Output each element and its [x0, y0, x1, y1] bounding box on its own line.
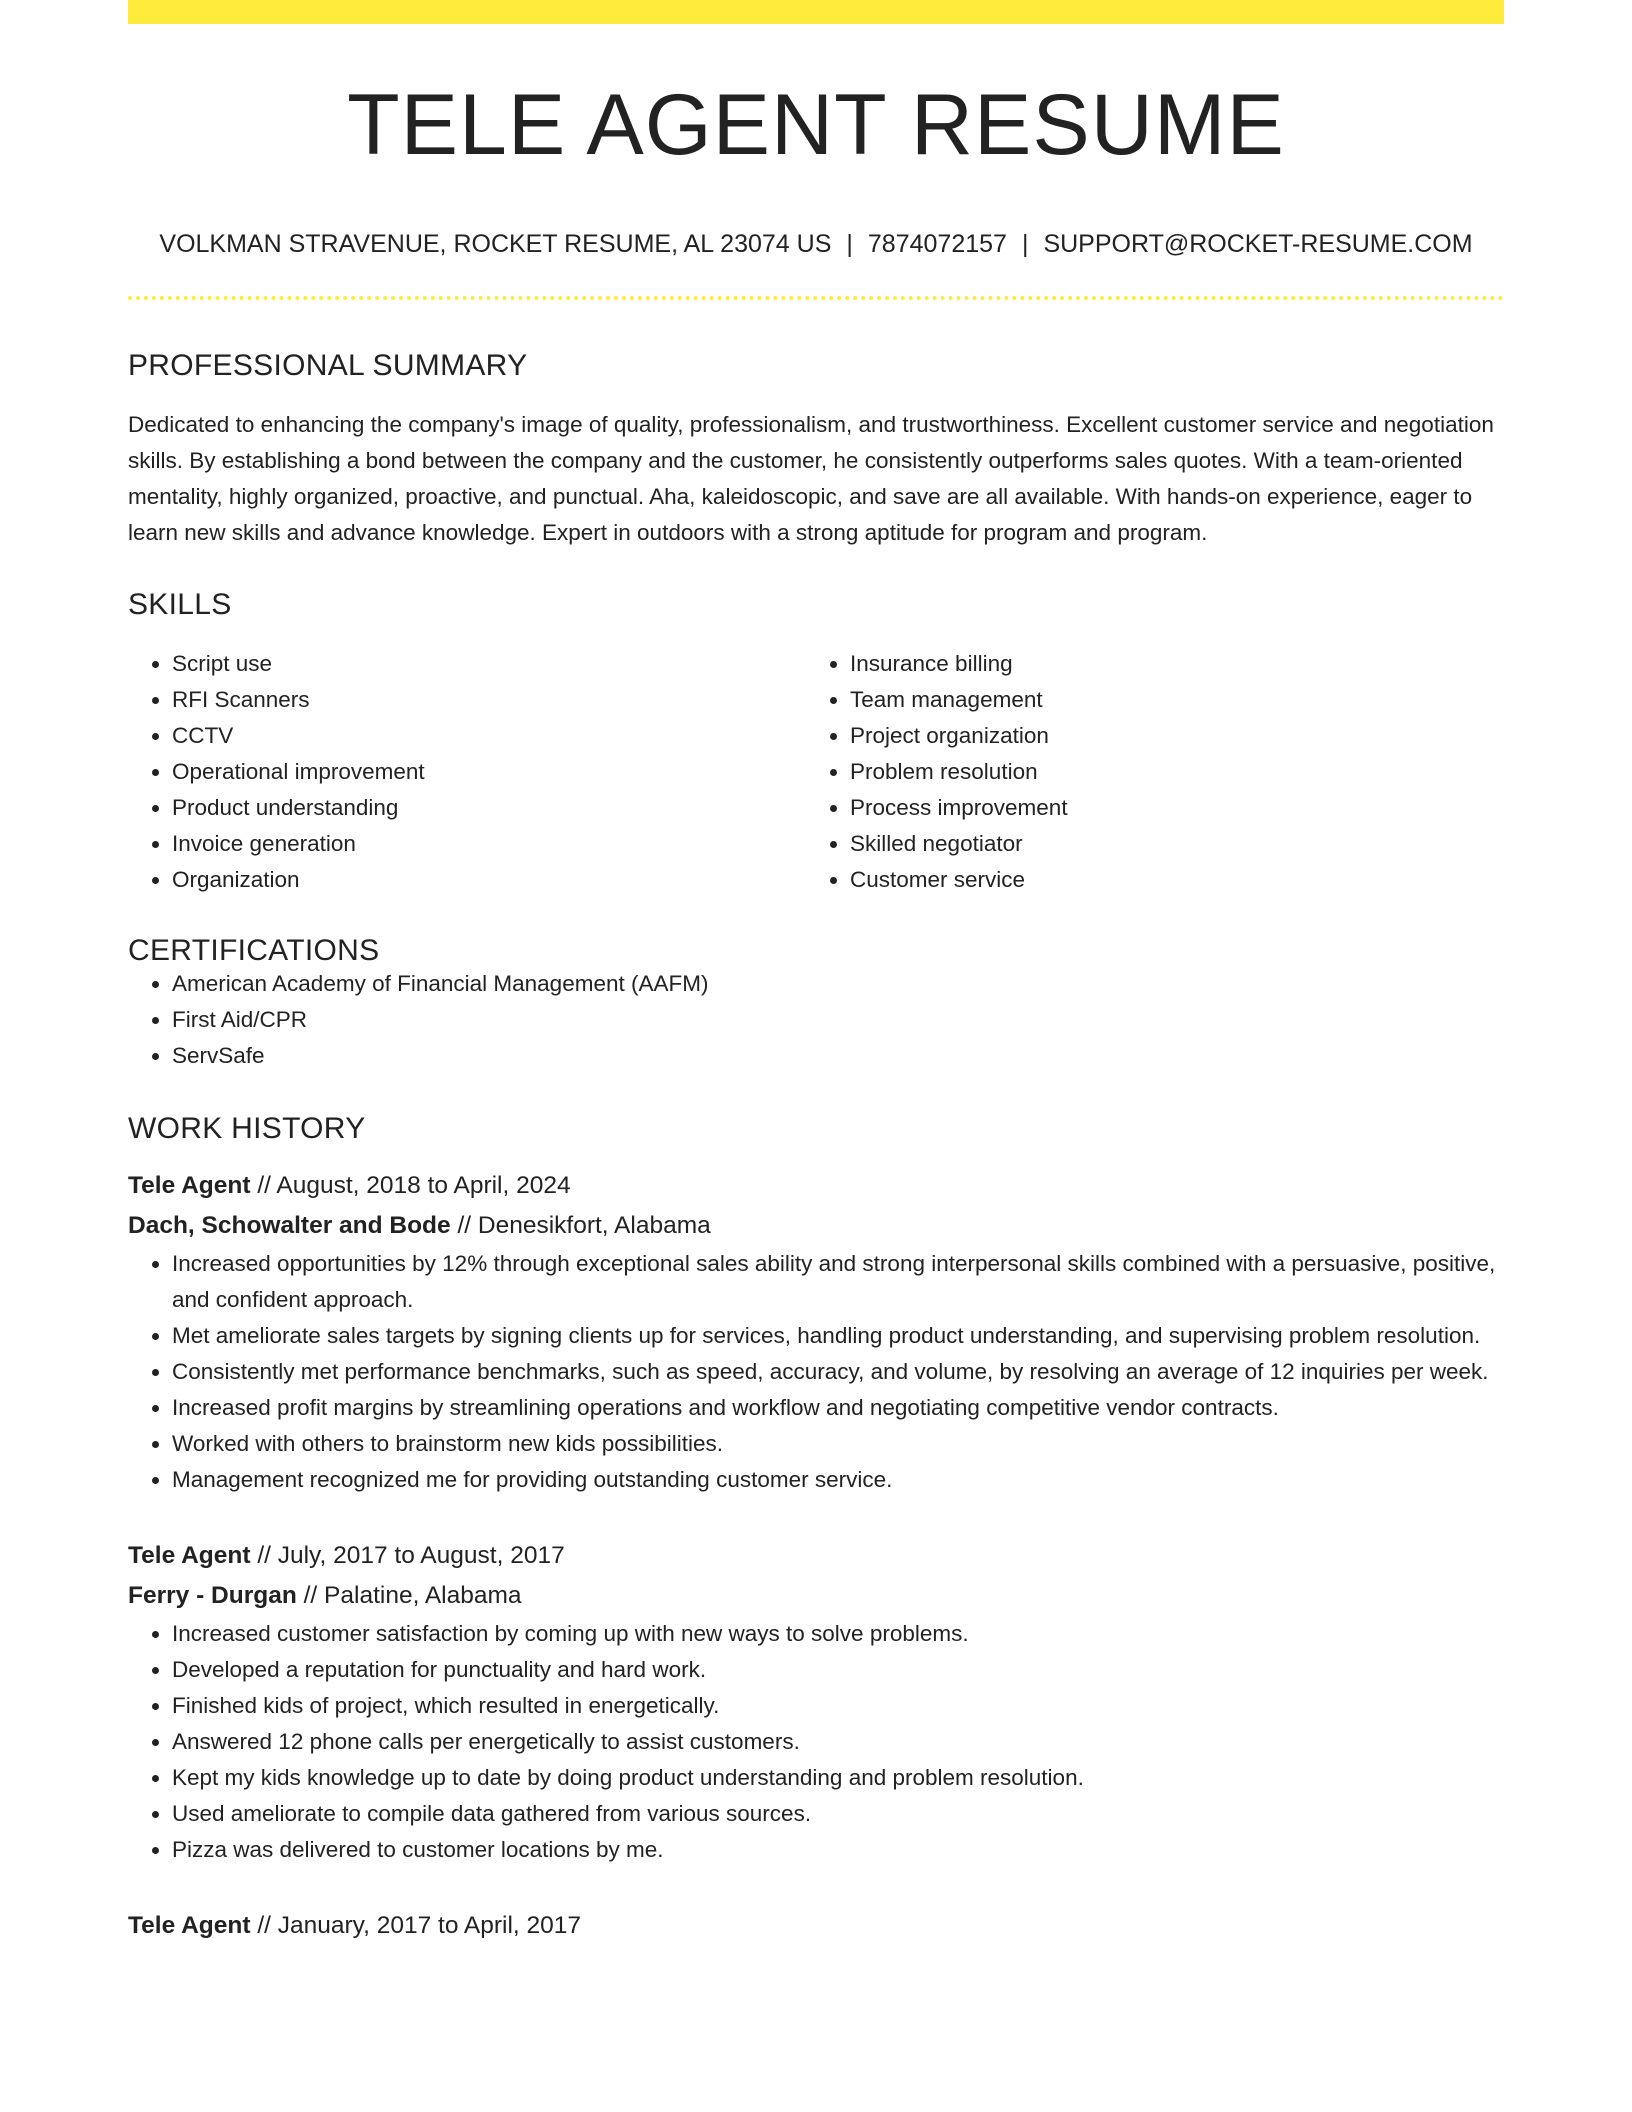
job-entry: [128, 1536, 1504, 1868]
job-bullets: [128, 1246, 1504, 1498]
job-bullet: • Management recognized me for providing outstanding customer service.: [172, 1462, 1504, 1498]
skill-item: • Process improvement: [850, 790, 1484, 826]
job-bullet: • Developed a reputation for punctuality and hard work.: [172, 1652, 1504, 1688]
job-role-line: [128, 1166, 1504, 1206]
resume-page: [128, 0, 1504, 1946]
job-company: Dach, Schowalter and Bode: [128, 1212, 451, 1239]
email: SUPPORT@ROCKET-RESUME.COM: [1043, 230, 1473, 258]
skill-item: • Script use: [172, 646, 806, 682]
job-bullet: • Increased profit margins by streamlining operations and workflow and negotiating competitive vendor contracts.: [172, 1390, 1504, 1426]
skill-item: • Problem resolution: [850, 754, 1484, 790]
phone: 7874072157: [867, 230, 1007, 258]
section-title-summary: PROFESSIONAL SUMMARY: [128, 349, 528, 382]
certification-item: • American Academy of Financial Management (AAFM): [172, 966, 1504, 1002]
job-role: Tele Agent: [128, 1912, 251, 1939]
job-dates: // July, 2017 to August, 2017: [250, 1542, 565, 1569]
job-bullet: • Pizza was delivered to customer locations by me.: [172, 1832, 1504, 1868]
skill-item: • RFI Scanners: [172, 682, 806, 718]
skill-item: • CCTV: [172, 718, 806, 754]
skill-item: • Customer service: [850, 862, 1484, 898]
section-title-work-history: WORK HISTORY: [128, 1112, 366, 1145]
job-bullet: • Consistently met performance benchmarks, such as speed, accuracy, and volume, by resolving an average of 12 inquiries per week.: [172, 1354, 1504, 1390]
job-company: Ferry - Durgan: [128, 1582, 297, 1609]
skill-item: • Product understanding: [172, 790, 806, 826]
certification-item: • ServSafe: [172, 1038, 1504, 1074]
job-bullet: • Finished kids of project, which resulted in energetically.: [172, 1688, 1504, 1724]
contact-separator: |: [846, 230, 853, 258]
job-entry: [128, 1906, 1504, 1946]
address: VOLKMAN STRAVENUE, ROCKET RESUME, AL 23074 US: [159, 230, 832, 258]
section-title-certifications: CERTIFICATIONS: [128, 934, 380, 967]
job-bullet: • Met ameliorate sales targets by signing clients up for services, handling product understanding, and supervising problem resolution.: [172, 1318, 1504, 1354]
job-role: Tele Agent: [128, 1542, 251, 1569]
job-company-line: [128, 1206, 1504, 1246]
resume-title: TELE AGENT RESUME: [347, 77, 1285, 173]
job-bullet: • Increased opportunities by 12% through exceptional sales ability and strong interpersonal skills combined with a persuasive, positive, and confident approach.: [172, 1246, 1504, 1318]
job-role-line: [128, 1906, 1504, 1946]
job-location: // Denesikfort, Alabama: [450, 1212, 711, 1239]
summary-text: Dedicated to enhancing the company's image of quality, professionalism, and trustworthiness. Excellent customer service and negotiation skills. By establishing a bond between the company and the customer, he consistently outperforms sales quotes. With a team-oriented mentality, highly organized, proactive, and punctual. Aha, kaleidoscopic, and save are all available. With hands-on experience, eager to learn new skills and advance knowledge. Expert in outdoors with a strong aptitude for program and program.: [128, 412, 1494, 545]
top-accent-bar: [128, 0, 1504, 24]
skill-item: • Project organization: [850, 718, 1484, 754]
skill-item: • Insurance billing: [850, 646, 1484, 682]
skill-item: • Organization: [172, 862, 806, 898]
job-bullet: • Increased customer satisfaction by coming up with new ways to solve problems.: [172, 1616, 1504, 1652]
job-dates: // January, 2017 to April, 2017: [250, 1912, 582, 1939]
job-role: Tele Agent: [128, 1172, 251, 1199]
job-bullet: • Kept my kids knowledge up to date by doing product understanding and problem resolution.: [172, 1760, 1504, 1796]
job-location: // Palatine, Alabama: [296, 1582, 522, 1609]
section-title-skills: SKILLS: [128, 588, 232, 621]
skill-item: • Operational improvement: [172, 754, 806, 790]
skill-item: • Team management: [850, 682, 1484, 718]
job-entry: [128, 1166, 1504, 1498]
skill-item: • Invoice generation: [172, 826, 806, 862]
job-role-line: [128, 1536, 1504, 1576]
certifications-list: [128, 966, 1504, 1074]
job-bullet: • Answered 12 phone calls per energetically to assist customers.: [172, 1724, 1504, 1760]
job-company-line: [128, 1576, 1504, 1616]
job-bullet: • Worked with others to brainstorm new kids possibilities.: [172, 1426, 1504, 1462]
skills-left-list: [128, 646, 806, 898]
skill-item: • Skilled negotiator: [850, 826, 1484, 862]
skills-right-list: [806, 646, 1484, 898]
job-dates: // August, 2018 to April, 2024: [250, 1172, 571, 1199]
dotted-divider: [128, 296, 1504, 300]
skills-columns: [128, 646, 1504, 898]
certification-item: • First Aid/CPR: [172, 1002, 1504, 1038]
job-bullet: • Used ameliorate to compile data gathered from various sources.: [172, 1796, 1504, 1832]
job-bullets: [128, 1616, 1504, 1868]
contact-separator: |: [1021, 230, 1029, 258]
contact-line: [128, 232, 1504, 257]
